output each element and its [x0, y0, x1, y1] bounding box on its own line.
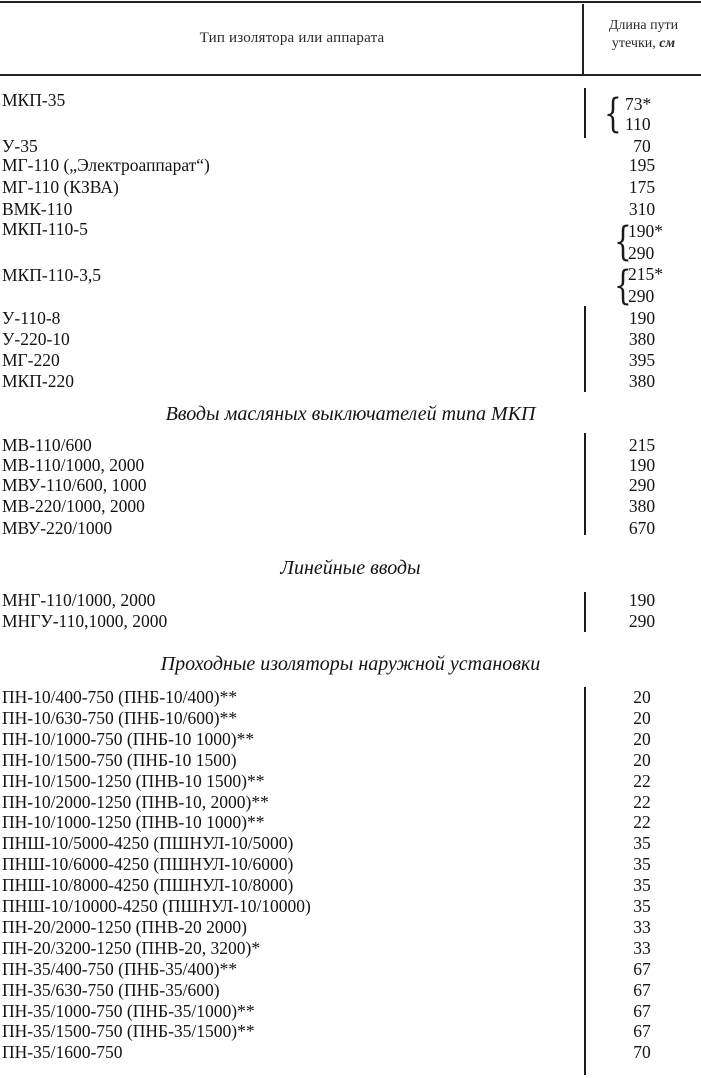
row-name: ПН-20/3200-1250 (ПНВ-20, 3200)* [2, 937, 261, 958]
section-title-linear-bushings: Линейные вводы [280, 557, 421, 579]
table-row [0, 792, 701, 812]
row-name: У-220-10 [2, 329, 70, 349]
row-name: ВМК-110 [2, 199, 73, 219]
header-bottom-rule [0, 74, 701, 76]
row-name: МКП-35 [2, 90, 66, 110]
table-row [0, 729, 701, 749]
row-name: ПН-35/630-750 (ПНБ-35/600) [2, 979, 220, 1000]
row-value: 22 [633, 812, 651, 833]
table-row [0, 708, 701, 728]
table-row [0, 917, 701, 937]
table-row [0, 812, 701, 832]
table-row [0, 243, 701, 263]
table-row [0, 611, 701, 631]
table-row [0, 371, 701, 391]
row-value: 395 [628, 350, 656, 370]
table-row [0, 221, 701, 241]
row-name: МКП-220 [2, 371, 74, 391]
row-name: МКП-110-3,5 [2, 265, 102, 285]
row-value: 35 [633, 854, 651, 875]
row-name: ПНШ-10/6000-4250 (ПШНУЛ-10/6000) [2, 854, 294, 875]
table-row [0, 938, 701, 958]
column-header-leakage-line1: Длина пути [608, 18, 679, 33]
row-name: ПН-35/400-750 (ПНБ-35/400)** [2, 958, 238, 979]
brace-icon: { [614, 219, 632, 265]
row-name: ПН-35/1600-750 [2, 1042, 123, 1063]
column-header-leakage-label: утечки, [611, 36, 656, 51]
row-name: МВ-220/1000, 2000 [2, 496, 145, 516]
table-row [0, 435, 701, 455]
row-name: ПН-10/400-750 (ПНБ-10/400)** [2, 687, 238, 707]
row-value: 67 [633, 1000, 651, 1021]
row-name: МВ-110/1000, 2000 [2, 455, 145, 475]
table-row [0, 1042, 701, 1062]
row-name: МВУ-110/600, 1000 [2, 475, 147, 495]
table-row [0, 687, 701, 707]
row-name: ПН-35/1000-750 (ПНБ-35/1000)** [2, 1000, 255, 1021]
table-row [0, 455, 701, 475]
table-row [0, 896, 701, 916]
table-row [0, 854, 701, 874]
row-value: 310 [628, 199, 656, 219]
row-value: 380 [628, 329, 656, 349]
row-value: 215* [628, 264, 663, 284]
row-name: ПН-35/1500-750 (ПНБ-35/1500)** [2, 1021, 255, 1042]
table-row [0, 959, 701, 979]
row-name: ПН-10/1000-750 (ПНБ-10 1000)** [2, 728, 255, 749]
table-row [0, 114, 701, 134]
table-row [0, 1001, 701, 1021]
row-name: ПН-20/2000-1250 (ПНВ-20 2000) [2, 916, 247, 937]
row-value: 67 [633, 958, 651, 979]
table-row [0, 177, 701, 197]
brace-icon: { [614, 263, 632, 309]
table-row [0, 980, 701, 1000]
row-value: 290 [628, 611, 656, 631]
table-row [0, 308, 701, 328]
row-value: 70 [633, 1042, 651, 1063]
row-value: 175 [628, 177, 656, 197]
column-header-leakage-line2 [586, 35, 701, 53]
row-name: ПН-10/2000-1250 (ПНВ-10, 2000)** [2, 791, 269, 812]
brace-icon: { [604, 91, 622, 137]
row-value: 20 [633, 749, 651, 770]
table-row [0, 136, 701, 156]
row-value: 35 [633, 833, 651, 854]
row-value: 73* [625, 94, 652, 114]
row-name: МНГУ-110,1000, 2000 [2, 611, 168, 631]
row-value: 195 [628, 155, 656, 175]
top-rule [0, 1, 701, 3]
row-value: 190 [628, 308, 656, 328]
row-value: 35 [633, 875, 651, 896]
table-row [0, 771, 701, 791]
row-value: 380 [628, 496, 656, 516]
row-value: 190 [628, 590, 656, 610]
table-row [0, 329, 701, 349]
row-value: 70 [633, 136, 651, 156]
table-row [0, 155, 701, 175]
row-value: 190 [628, 455, 656, 475]
row-value: 290 [628, 475, 656, 495]
table-row [0, 286, 701, 306]
row-name: ПН-10/1500-750 (ПНБ-10 1500) [2, 749, 237, 770]
table-row [0, 750, 701, 770]
row-value: 67 [633, 979, 651, 1000]
table-row [0, 475, 701, 495]
section-title-outdoor-bushings: Проходные изоляторы наружной установки [160, 653, 541, 675]
row-name: У-35 [2, 136, 38, 156]
table-row [0, 264, 701, 284]
table-row [0, 496, 701, 516]
table-row [0, 199, 701, 219]
row-name: ПНШ-10/10000-4250 (ПШНУЛ-10/10000) [2, 896, 311, 916]
table-row [0, 833, 701, 853]
column-header-leakage [586, 17, 701, 53]
row-value: 215 [628, 435, 656, 455]
table-row [0, 590, 701, 610]
column-header-leakage-unit: см [659, 36, 676, 51]
row-name: У-110-8 [2, 308, 61, 328]
row-name: ПНШ-10/8000-4250 (ПШНУЛ-10/8000) [2, 875, 294, 896]
row-value: 290 [628, 286, 655, 306]
column-header-type: Тип изолятора или аппарата [199, 30, 385, 46]
row-value: 20 [633, 707, 651, 728]
row-value: 20 [633, 687, 651, 707]
row-value: 670 [628, 518, 656, 538]
row-name: МГ-110 („Электроаппарат“) [2, 155, 210, 175]
row-value: 380 [628, 371, 656, 391]
row-name: МГ-110 (КЗВА) [2, 177, 119, 197]
row-value: 22 [633, 791, 651, 812]
row-name: МКП-110-5 [2, 219, 88, 239]
row-name: ПНШ-10/5000-4250 (ПШНУЛ-10/5000) [2, 833, 294, 854]
row-value: 290 [628, 243, 655, 263]
table-row [0, 518, 701, 538]
row-value: 33 [633, 916, 651, 937]
row-value: 35 [633, 896, 651, 916]
row-name: ПН-10/630-750 (ПНБ-10/600)** [2, 707, 238, 728]
table-row [0, 1021, 701, 1041]
row-value: 33 [633, 937, 651, 958]
row-name: МНГ-110/1000, 2000 [2, 590, 156, 610]
row-name: ПН-10/1500-1250 (ПНВ-10 1500)** [2, 770, 265, 791]
row-name: МВ-110/600 [2, 435, 92, 455]
row-value: 110 [625, 114, 651, 134]
table-row [0, 350, 701, 370]
row-value: 22 [633, 770, 651, 791]
table-row [0, 875, 701, 895]
row-name: ПН-10/1000-1250 (ПНВ-10 1000)** [2, 812, 265, 833]
section-title-oil-switch-bushings: Вводы масляных выключателей типа МКП [165, 403, 536, 425]
row-value: 67 [633, 1021, 651, 1042]
header-column-divider [582, 4, 584, 74]
row-name: МГ-220 [2, 350, 60, 370]
row-value: 190* [628, 221, 663, 241]
row-name: МВУ-220/1000 [2, 518, 113, 538]
row-value: 20 [633, 728, 651, 749]
table-row [0, 94, 701, 114]
